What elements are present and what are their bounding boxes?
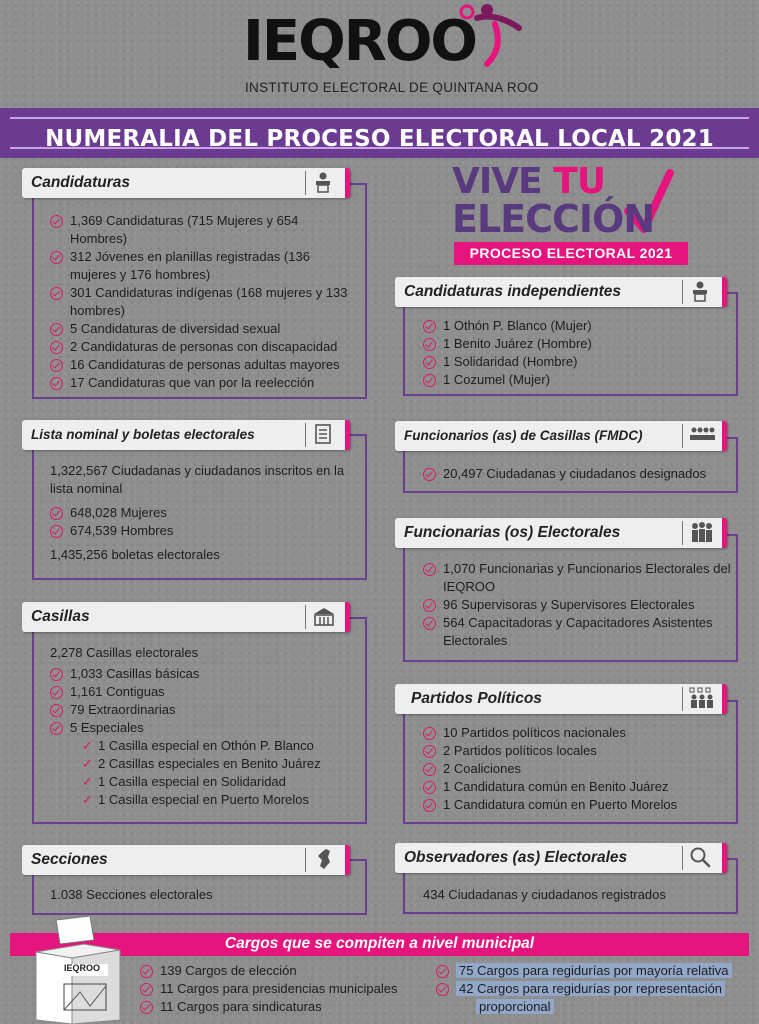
list-item: 312 Jóvenes en planillas registradas (136 mujeres y 176 hombres) (50, 248, 350, 284)
list-item: 20,497 Ciudadanas y ciudadanos designados (423, 465, 733, 483)
campaign-word-tu: TU (553, 161, 606, 202)
check-circle-icon (436, 983, 449, 996)
check-circle-icon (50, 525, 63, 538)
list-item: 96 Supervisoras y Supervisores Electorales (423, 596, 733, 614)
list-item: 1,033 Casillas básicas (50, 665, 355, 683)
check-circle-icon (423, 338, 436, 351)
independientes-list (423, 317, 728, 389)
check-circle-icon (423, 617, 436, 630)
check-circle-icon (50, 359, 63, 372)
map-state-icon (312, 848, 334, 870)
list-item: 75 Cargos para regidurías por mayoría relativa (436, 962, 754, 980)
campaign-word-vive: VIVE (452, 161, 542, 202)
list-item: 674,539 Hombres (50, 522, 355, 540)
list-item: 79 Extraordinarias (50, 701, 355, 719)
list-item: 1 Candidatura común en Puerto Morelos (423, 796, 733, 814)
list-item: 17 Candidaturas que van por la reelección (50, 374, 350, 392)
check-circle-icon (423, 745, 436, 758)
check-circle-icon (50, 287, 63, 300)
check-circle-icon (50, 215, 63, 228)
candidaturas-title: Candidaturas (31, 174, 131, 191)
ballot-box-illustration (28, 916, 124, 1024)
list-item: 1 Benito Juárez (Hombre) (423, 335, 728, 353)
list-item: 1 Candidatura común en Benito Juárez (423, 778, 733, 796)
partidos-title: Partidos Políticos (411, 690, 542, 707)
check-circle-icon (50, 341, 63, 354)
candidaturas-list (50, 212, 350, 392)
check-circle-icon (423, 799, 436, 812)
secciones-header (22, 845, 350, 875)
observadores-content (423, 886, 733, 904)
list-item: ✓ 1 Casilla especial en Othón P. Blanco (82, 738, 314, 753)
independientes-title: Candidaturas independientes (404, 283, 622, 300)
casillas-header (22, 602, 350, 632)
list-item: 11 Cargos para presidencias municipales (140, 980, 430, 998)
cargos-title: Cargos que se compiten a nivel municipal (224, 935, 535, 952)
list-item: 11 Cargos para sindicaturas (140, 998, 430, 1016)
check-circle-icon (140, 1001, 153, 1014)
check-circle-icon (423, 727, 436, 740)
lista-nominal-title: Lista nominal y boletas electorales (31, 427, 255, 442)
casillas-total: 2,278 Casillas electorales (50, 645, 199, 660)
list-item: ✓ 1 Casilla especial en Solidaridad (82, 774, 286, 789)
check-circle-icon (423, 320, 436, 333)
observadores-title: Observadores (as) Electorales (404, 849, 628, 866)
ballot-label: IEQROO (64, 963, 101, 973)
people-vote-icon (689, 687, 715, 709)
check-circle-icon (423, 781, 436, 794)
podium-speaker-icon (312, 171, 334, 193)
group-table-icon (689, 424, 715, 446)
observadores-header (395, 843, 727, 873)
list-item: 16 Candidaturas de personas adultas mayores (50, 356, 350, 374)
lista-nominal-list (50, 462, 355, 564)
check-circle-icon (436, 965, 449, 978)
list-item: 301 Candidaturas indígenas (168 mujeres y 133 hombres) (50, 284, 350, 320)
magnifier-icon (689, 846, 711, 868)
list-item-continuation: proporcional (436, 998, 754, 1016)
funcionarias-title: Funcionarias (os) Electorales (404, 524, 621, 541)
funcionarias-header (395, 518, 727, 548)
check-circle-icon (50, 251, 63, 264)
list-item: ✓ 1 Casilla especial en Puerto Morelos (82, 792, 309, 807)
list-item: 42 Cargos para regidurías por representación (436, 980, 754, 998)
list-item: 1,369 Candidaturas (715 Mujeres y 654 Hombres) (50, 212, 350, 248)
check-circle-icon (140, 965, 153, 978)
secciones-title: Secciones (31, 851, 108, 868)
list-item: 2 Candidaturas de personas con discapacidad (50, 338, 350, 356)
check-circle-icon (423, 563, 436, 576)
boletas-total: 1,435,256 boletas electorales (50, 547, 220, 562)
page-title: NUMERALIA DEL PROCESO ELECTORAL LOCAL 2021 (45, 126, 714, 152)
casillas-list (50, 644, 355, 809)
list-item: 648,028 Mujeres (50, 504, 355, 522)
check-circle-icon (140, 983, 153, 996)
independientes-header (395, 277, 727, 307)
podium-speaker-icon (689, 280, 711, 302)
candidaturas-header (22, 168, 350, 198)
list-item: 5 Candidaturas de diversidad sexual (50, 320, 350, 338)
secciones-text: 1.038 Secciones electorales (50, 887, 213, 902)
funcionarias-list (423, 560, 733, 650)
check-circle-icon (423, 468, 436, 481)
fmdc-title: Funcionarios (as) de Casillas (FMDC) (404, 428, 643, 443)
people-group-icon (689, 521, 715, 543)
lista-nominal-total: 1,322,567 Ciudadanas y ciudadanos inscritos en la lista nominal (50, 463, 345, 496)
list-item: 10 Partidos políticos nacionales (423, 724, 733, 742)
building-icon (312, 605, 336, 627)
list-item: 1 Cozumel (Mujer) (423, 371, 728, 389)
tick-icon: ✓ (82, 738, 93, 753)
campaign-word-eleccion: ELECCIÓN (452, 197, 655, 241)
list-item: 2 Partidos políticos locales (423, 742, 733, 760)
list-item: 2 Coaliciones (423, 760, 733, 778)
list-item: 139 Cargos de elección (140, 962, 430, 980)
partidos-list (423, 724, 733, 814)
fmdc-list (423, 465, 733, 483)
check-circle-icon (50, 377, 63, 390)
campaign-tagline: PROCESO ELECTORAL 2021 (454, 242, 688, 265)
list-item: ✓ 2 Casillas especiales en Benito Juárez (82, 756, 321, 771)
partidos-header (395, 684, 727, 714)
list-item: 1,070 Funcionarias y Funcionarios Electorales del IEQROO (423, 560, 733, 596)
tick-icon: ✓ (82, 792, 93, 807)
check-circle-icon (423, 599, 436, 612)
cargos-left-list (140, 962, 430, 1016)
logo-people-icon (439, 4, 539, 74)
vive-tu-eleccion-logo (452, 163, 692, 267)
check-circle-icon (423, 763, 436, 776)
check-circle-icon (50, 686, 63, 699)
check-circle-icon (50, 507, 63, 520)
cargos-right-list (436, 962, 754, 1016)
logo-subtitle: INSTITUTO ELECTORAL DE QUINTANA ROO (245, 80, 539, 95)
ieqroo-logo (243, 8, 539, 95)
check-circle-icon (423, 356, 436, 369)
tick-icon: ✓ (82, 774, 93, 789)
check-circle-icon (50, 704, 63, 717)
lista-nominal-header (22, 420, 350, 450)
title-banner (0, 108, 759, 158)
casillas-title: Casillas (31, 608, 90, 625)
secciones-content (50, 886, 355, 904)
list-item: 1 Solidaridad (Hombre) (423, 353, 728, 371)
check-circle-icon (50, 722, 63, 735)
list-item: 1 Othón P. Blanco (Mujer) (423, 317, 728, 335)
fmdc-header (395, 421, 727, 451)
tick-icon: ✓ (82, 756, 93, 771)
check-circle-icon (50, 323, 63, 336)
check-circle-icon (423, 374, 436, 387)
list-item: 5 Especiales (50, 719, 355, 737)
list-item: 1,161 Contiguas (50, 683, 355, 701)
list-item: 564 Capacitadoras y Capacitadores Asistentes Electorales (423, 614, 733, 650)
check-circle-icon (50, 668, 63, 681)
document-list-icon (312, 423, 334, 445)
observadores-text: 434 Ciudadanas y ciudadanos registrados (423, 887, 666, 902)
logo-wordmark: IEQROO (243, 9, 477, 74)
